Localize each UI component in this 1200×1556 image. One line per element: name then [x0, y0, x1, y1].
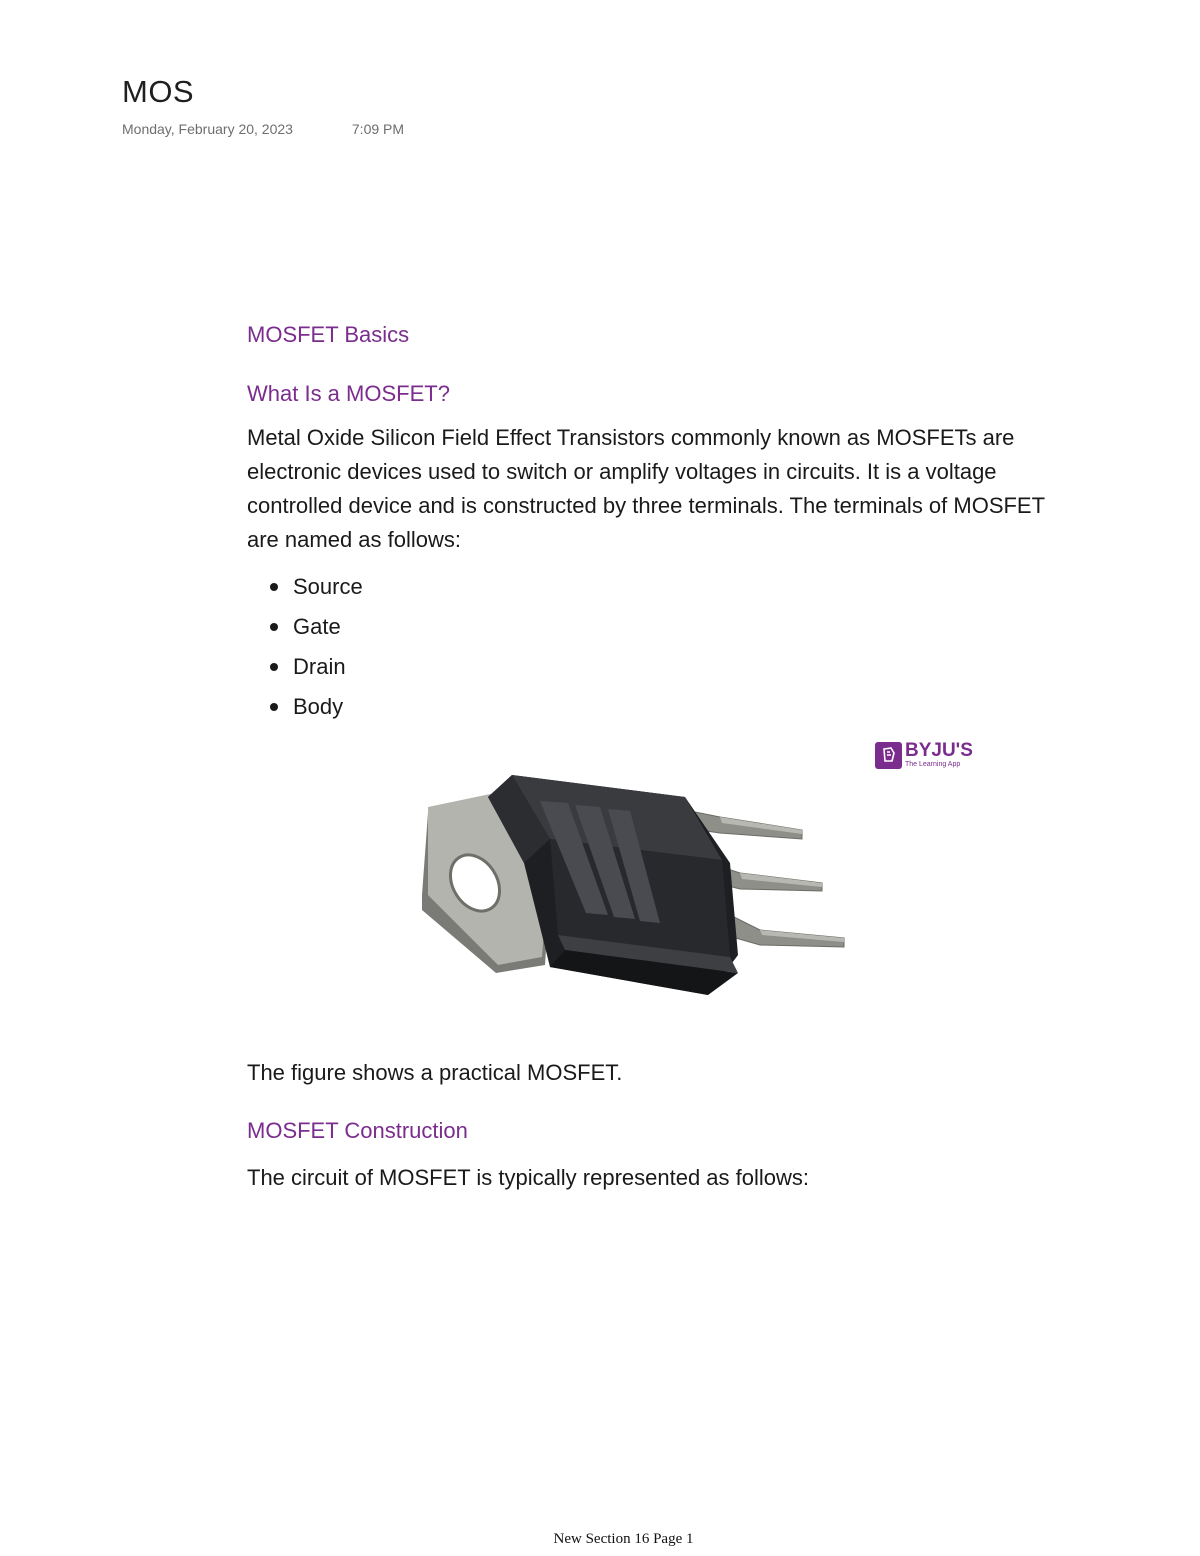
page-footer: New Section 16 Page 1	[553, 1531, 694, 1547]
terminal-label: Source	[293, 574, 363, 599]
terminal-label: Body	[293, 694, 344, 719]
intro-line: Metal Oxide Silicon Field Effect Transistors commonly known as MOSFETs are	[247, 425, 1015, 450]
section-heading: MOSFET Basics	[247, 322, 410, 347]
question-heading: What Is a MOSFET?	[247, 381, 450, 406]
terminal-label: Gate	[293, 614, 341, 639]
terminal-label: Drain	[293, 654, 346, 679]
bullet-icon	[270, 703, 278, 711]
page-timestamp	[122, 121, 404, 137]
list-item	[247, 567, 1167, 607]
page-title: MOS	[122, 74, 195, 109]
bullet-icon	[270, 623, 278, 631]
intro-line: are named as follows:	[247, 527, 461, 552]
construction-section	[247, 1114, 809, 1195]
logo-name: BYJU'S	[905, 739, 973, 761]
construction-heading: MOSFET Construction	[247, 1118, 468, 1143]
logo-tagline: The Learning App	[905, 760, 961, 768]
page-date: Monday, February 20, 2023	[122, 121, 293, 137]
intro-paragraph	[247, 421, 1167, 557]
terminal-list	[247, 567, 1167, 727]
list-item	[247, 687, 1167, 727]
figure-caption: The figure shows a practical MOSFET.	[247, 1060, 623, 1085]
mosfet-transistor-illustration	[400, 735, 1000, 1015]
list-item	[247, 607, 1167, 647]
bullet-icon	[270, 663, 278, 671]
construction-text: The circuit of MOSFET is typically represented as follows:	[247, 1165, 810, 1190]
bullet-icon	[270, 583, 278, 591]
mosfet-figure	[400, 735, 1000, 1015]
page-time: 7:09 PM	[351, 121, 405, 137]
intro-line: electronic devices used to switch or amplify voltages in circuits. It is a voltage	[247, 459, 997, 484]
list-item	[247, 647, 1167, 687]
intro-line: controlled device and is constructed by three terminals. The terminals of MOSFET	[247, 493, 1046, 518]
note-content	[247, 318, 1167, 727]
